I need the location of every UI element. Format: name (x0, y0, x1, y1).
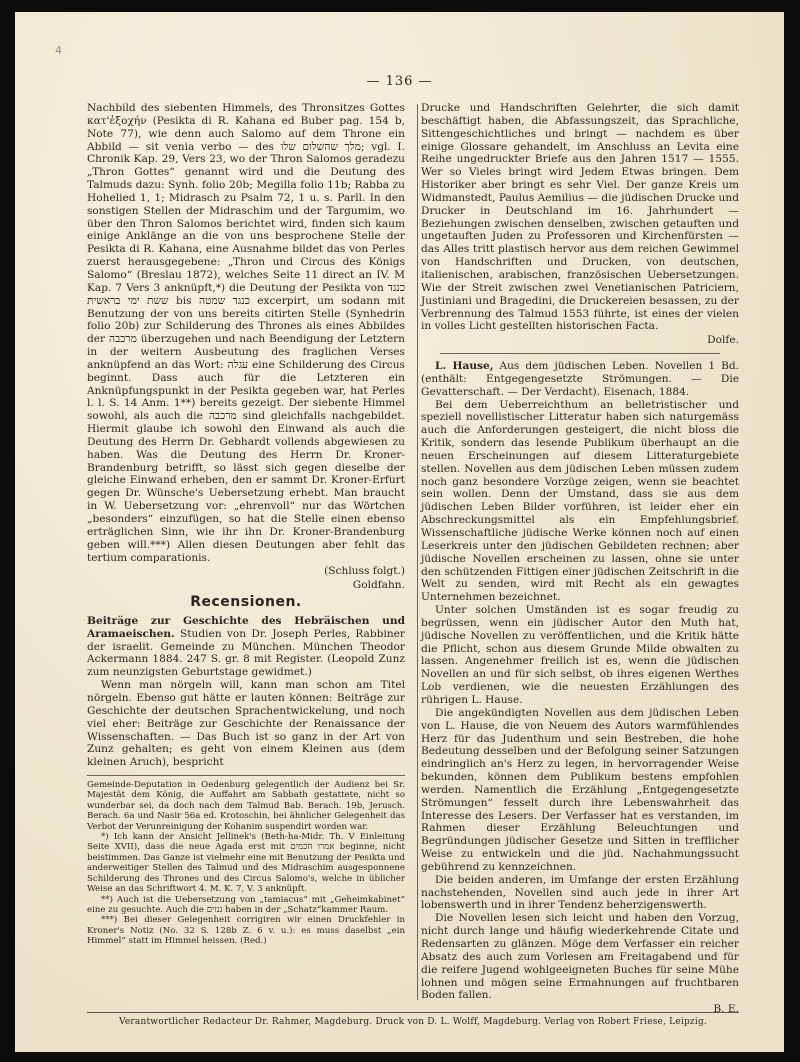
reviewer-signature: Dolfe. (707, 334, 739, 347)
review-body: Wenn man nörgeln will, kann man schon am Titel nörgeln. Ebenso gut hätte er lauten können: Beiträge zur Geschichte der deutschen Sprachentwickelung, und noch viel eher: Beiträge zur Geschichte der Renaissance der Wissenschaften. — Das Buch ist so ganz in der Art von Zunz gehalten; es geht von einem Kleinen aus (dem kleinen Aruch), bespricht (87, 679, 405, 769)
column-divider (417, 104, 418, 1000)
imprint-line: Verantwortlicher Redacteur Dr. Rahmer, Magdeburg. Druck von D. L. Wolff, Magdeburg. Verlag von Robert Friese, Leipzig. (87, 1012, 739, 1028)
review-paragraph: Die beiden anderen, im Umfange der ersten Erzählung nachstehenden, Novellen sind auch jede in ihrer Art lobenswerth und in ihrer Tendenz beherzigenswerth. (421, 873, 739, 912)
review-citation: Studien von Dr. Joseph Perles, Rabbiner der israelit. Gemeinde zu München. München Theodor Ackermann 1884. 247 S. gr. 8 mit Register. (Leopold Zunz zum neunzigsten Geburtstage gewidmet.) (87, 627, 405, 679)
footnote: *) Ich kann der Ansicht Jellinek's (Beth-ha-Midr. Th. V Einleitung Seite XVII), dass die neue Agada erst mit אמרו חכמים beginne, nicht beistimmen. Das Ganze ist vielmehr eine mit Benutzung der Pesikta und anderweitiger Stellen des Talmud und des Midraschim ausgesponnene Schilderung des Thrones und des Circus Salomo's, welche in üblicher Weise an das Schriftwort 4. M. K. 7, V. 3 anknüpft. (87, 832, 405, 895)
footnote: **) Auch ist die Uebersetzung von „tamiacus“ mit „Geheimkabinet“ eine zu gesuchte. Auch die גנזים haben in der „Schatz“kammer Raum. (87, 894, 405, 915)
pencil-mark: 4 (55, 44, 62, 57)
footnote: Gemeinde-Deputation in Oedenburg gelegentlich der Audienz bei Sr. Majestät dem König, die Auffahrt am Sabbath gestattete, nicht so wunderbar sei, da doch nach dem Talmud Bab. Berach. 19b, Jerusch. Berach. 6a und Nasir 56a ed. Krotoschin, bei ähnlicher Gelegenheit das Verbot der Verunreinigung der Kohanim suspendirt worden war. (87, 780, 405, 832)
section-title: Recensionen. (190, 594, 302, 611)
review-paragraph: Bei dem Ueberreichthum an belletristischer und speziell novellistischer Litteratur haben sich naturgemäss auch die Anforderungen gesteigert, die nicht bloss die Kritik, sondern das lesende Publikum überhaupt an die neuen Erscheinungen auf diesem Litteraturgebiete stellen. Novellen aus dem jüdischen Leben müssen zudem noch ganz besondere Vorzüge zeigen, wenn sie beachtet sein wollen. Denn der Umstand, dass sie aus dem jüdischen Leben Bilder vorführen, ist leider eher ein Abschreckungsmittel als ein Empfehlungsbrief. Wissenschaftliche jüdische Werke können noch auf einen Leserkreis unter den jüdischen Gebildeten rechnen; aber jüdische Novellen erscheinen zu lassen, ohne sie unter den schützenden Fittigen einer jüdischen Zeitschrift in die Welt zu senden, wird mit Recht als ein gewagtes Unternehmen bezeichnet. (421, 398, 739, 604)
review-paragraph: Unter solchen Umständen ist es sogar freudig zu begrüssen, wenn ein jüdischer Autor den Muth hat, jüdische Novellen zu veröffentlichen, und die Kritik hätte die Pflicht, schon aus diesem Grunde Milde obwalten zu lassen. Angenehmer freilich ist es, wenn die jüdischen Novellen an und für sich selbst, ob ihres eigenen Werthes Lob verdienen, wie die neuesten Erzählungen des rührigen L. Hause. (421, 604, 739, 706)
review-heading: L. Hause, (435, 360, 494, 373)
review-paragraph: Die angekündigten Novellen aus dem jüdischen Leben von L. Hause, die von Neuem des Autors warmfühlendes Herz für das Judenthum und sein Bestreben, die hohe Bedeutung desselben und der Befolgung seiner Satzungen eindringlich an's Herz zu legen, in hervorragender Weise bekunden, können dem Publikum bestens empfohlen werden. Namentlich die Erzählung „Entgegengesetzte Strömungen“ fesselt durch ihre Lebenswahrheit das Interesse des Lesers. Der Verfasser hat es verstanden, im Rahmen dieser Erzählung Beleuchtungen und Begründungen jüdischer Gesetze und Sitten in trefflicher Weise zu entwickeln und die jüd. Nachahmungssucht gebührend zu kennzeichnen. (421, 706, 739, 873)
author-signature: Goldfahn. (352, 579, 405, 592)
review-citation: Aus dem jüdischen Leben. Novellen 1 Bd. (enthält: Entgegengesetzte Strömungen. — Die Gevatterschaft. — Der Verdacht). Eisenach, 1884. (421, 360, 740, 398)
continued-note: (Schluss folgt.) (324, 565, 405, 578)
footnote: ***) Bei dieser Gelegenheit corrigiren wir einen Druckfehler in Kroner's Notiz (No. 32 S. 128b Z. 6 v. u.): es muss daselbst „ein Himmel“ statt im Himmel heissen. (Red.) (87, 915, 405, 947)
review-divider (440, 353, 720, 354)
reviewer-signature: B. E. (713, 1003, 739, 1016)
page-number: — 136 — (366, 74, 433, 89)
review-continuation: Drucke und Handschriften Gelehrter, die sich damit beschäftigt haben, die Abfassungszeit, das Sprachliche, Sittengeschichtliches und bringt — nachdem es über einige Glossare gehandelt, im Anschluss an Levita eine Reihe ungedruckter Briefe aus den Jahren 1517 — 1555. Wer so Vieles bringt wird Jedem Etwas bringen. Dem Historiker aber bringt es sehr Viel. Der ganze Kreis um Widmanstedt, Paulus Aemilius — die jüdischen Drucke und Drucker in Deutschland im 16. Jahrhundert — Beziehungen zwischen denselben, zwischen getauften und ungetauften Juden zu Professoren und Kirchenfürsten — das Alles tritt plastisch hervor aus dem reichen Gewimmel von Handschriften und Drucken, von deutschen, italienischen, arabischen, französischen Uebersetzungen. Wie der Streit zwischen zwei Venetianischen Patriciern, Justiniani und Bragedini, die Druckereien besassen, zu der Verbrennung des Talmud 1553 führte, ist eines der vielen in volles Licht gestellten historischen Facta. (421, 102, 739, 333)
right-column (421, 102, 740, 1016)
review-entry (421, 360, 739, 399)
review-entry (87, 615, 405, 679)
review-paragraph: Die Novellen lesen sich leicht und haben den Vorzug, nicht durch lange und häufig wiederkehrende Citate und Redensarten zu glänzen. Möge dem Verfasser ein reicher Absatz des auch zum Vorlesen am Freitagabend und für die reifere Jugend wohlgeeigneten Buches für seine Mühe lohnen und mögen seine Ermahnungen auf fruchtbaren Boden fallen. (421, 912, 739, 1002)
review-heading: Beiträge zur Geschichte des Hebräischen und Aramaeischen. (87, 614, 405, 640)
article-continuation: Nachbild des siebenten Himmels, des Thronsitzes Gottes κατ'ἐξοχήν (Pesikta di R. Kahana ed Buber pag. 154 b, Note 77), wie denn auch Salomo auf dem Throne ein Abbild — sit venia verbo — des מלך שהשלום שלו; vgl. I. Chronik Kap. 29, Vers 23, wo der Thron Salomos geradezu „Thron Gottes“ genannt wird und die Deutung des Talmuds dazu: Synh. folio 20b; Megilla folio 11b; Rabba zu Hohelied 1, 1; Midrasch zu Psalm 72, 1 u. s. Parll. In den sonstigen Stellen der Midraschim und der Targumim, wo über den Thron Salomos berichtet wird, finden sich kaum einige Anklänge an die von uns besprochene Stelle der Pesikta di R. Kahana, eine Ausnahme bildet das von Perles zuerst herausgegebene: „Thron und Circus des Königs Salomo“ (Breslau 1872), welches Seite 11 direct an IV. M Kap. 7 Vers 3 anknüpft,*) die Deutung der Pesikta von כנגד ששת ימי בראשית bis כנגד שמטה excerpirt, um sodann mit Benutzung der von uns bereits citirten Stelle (Synhedrin folio 20b) zur Schilderung des Thrones als eines Abbildes der מרכבה überzugehen und nach Beendigung der Letztern in der weitern Ausbeutung des fraglichen Verses anknüpfend an das Wort: עגלה eine Schilderung des Circus beginnt. Dass auch für die Letzteren ein Anknüpfungspunkt in der Pesikta gegeben war, hat Perles l. l. S. 14 Anm. 1**) bereits gezeigt. Der siebente Himmel sowohl, als auch die מרכבה sind gleichfalls nachgebildet. Hiermit glaube ich sowohl den Einwand als auch die Deutung des Herrn Dr. Gebhardt vollends abgewiesen zu haben. Was die Deutung des Herrn Dr. Kroner-Brandenburg betrifft, so lässt sich gegen dieselbe der gleiche Einwand erheben, den er sammt Dr. Kroner-Erfurt gegen Dr. Wünsche's Uebersetzung erhebt. Man braucht in W. Uebersetzung vor: „ehrenvoll“ nur das Wörtchen „besonders“ einzufügen, so hat die Stelle einen ebenso erträglichen Sinn, wie ihr ihn Dr. Kroner-Brandenburg geben will.***) Allen diesen Deutungen aber fehlt das tertium comparationis. (87, 102, 406, 564)
footnotes (87, 775, 405, 947)
left-column (87, 102, 405, 1002)
newspaper-page (15, 12, 784, 1052)
